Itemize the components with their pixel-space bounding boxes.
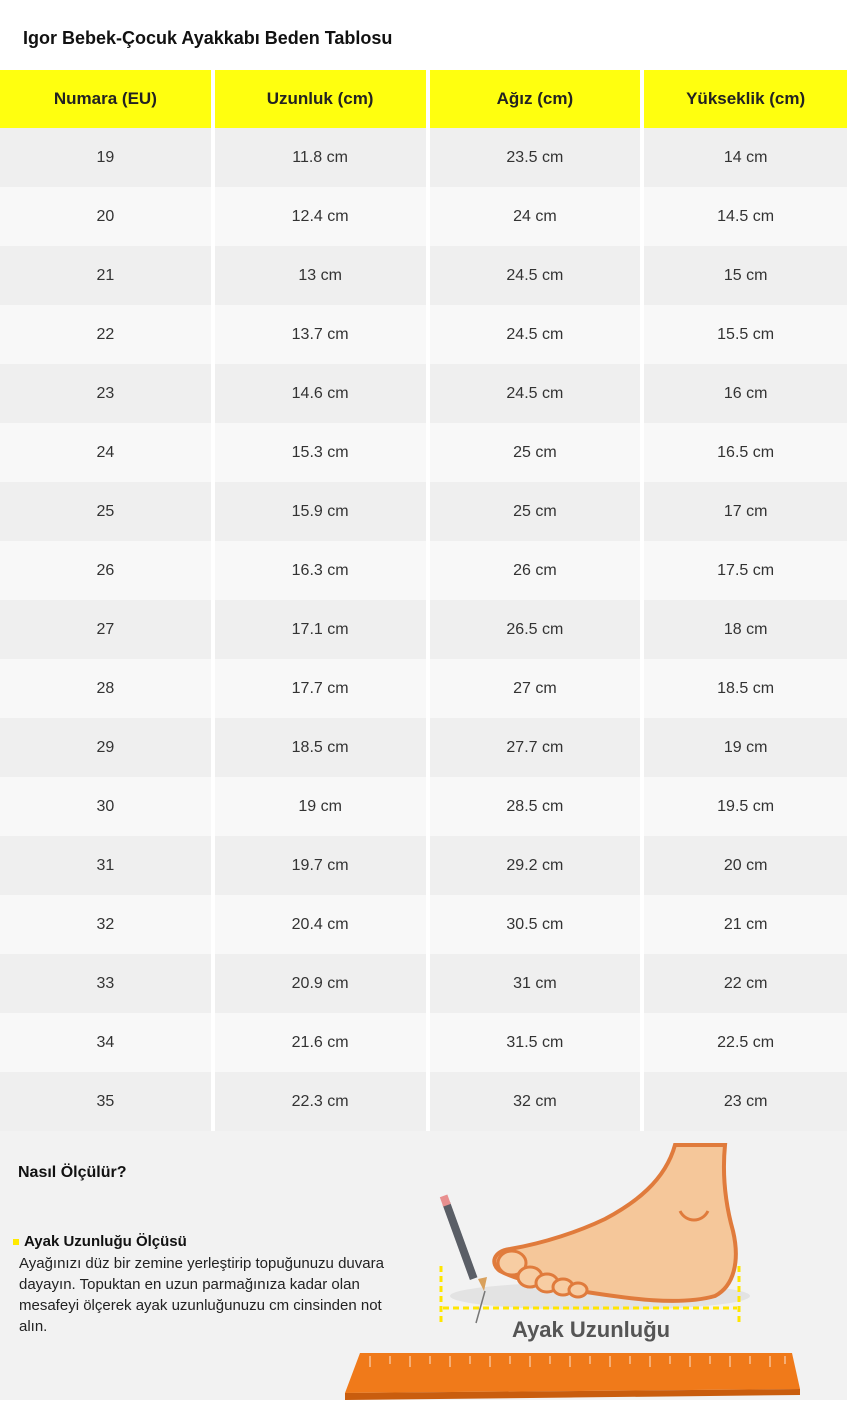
how-to-measure-title: Nasıl Ölçülür?	[18, 1164, 127, 1181]
cell-size-eu: 28	[0, 659, 211, 718]
cell-opening: 32 cm	[430, 1072, 641, 1131]
cell-length: 21.6 cm	[215, 1013, 426, 1072]
cell-height: 19 cm	[644, 718, 847, 777]
cell-length: 17.7 cm	[215, 659, 426, 718]
table-row	[0, 895, 847, 954]
cell-height: 22.5 cm	[644, 1013, 847, 1072]
cell-size-eu: 20	[0, 187, 211, 246]
cell-size-eu: 32	[0, 895, 211, 954]
cell-length: 20.9 cm	[215, 954, 426, 1013]
cell-size-eu: 30	[0, 777, 211, 836]
cell-opening: 24.5 cm	[430, 305, 641, 364]
how-to-measure-section	[0, 1131, 847, 1400]
table-row	[0, 1013, 847, 1072]
cell-opening: 28.5 cm	[430, 777, 641, 836]
cell-opening: 25 cm	[430, 423, 641, 482]
cell-size-eu: 24	[0, 423, 211, 482]
cell-length: 20.4 cm	[215, 895, 426, 954]
table-row	[0, 364, 847, 423]
header-opening: Ağız (cm)	[430, 70, 641, 128]
table-row	[0, 777, 847, 836]
table-row	[0, 187, 847, 246]
cell-length: 13.7 cm	[215, 305, 426, 364]
cell-size-eu: 23	[0, 364, 211, 423]
cell-height: 14.5 cm	[644, 187, 847, 246]
table-row	[0, 1072, 847, 1131]
foot-length-heading-text: Ayak Uzunluğu Ölçüsü	[24, 1233, 187, 1250]
cell-length: 14.6 cm	[215, 364, 426, 423]
cell-height: 16.5 cm	[644, 423, 847, 482]
cell-opening: 24.5 cm	[430, 246, 641, 305]
cell-length: 19 cm	[215, 777, 426, 836]
cell-length: 16.3 cm	[215, 541, 426, 600]
cell-length: 15.3 cm	[215, 423, 426, 482]
table-row	[0, 246, 847, 305]
ruler-icon	[345, 1353, 800, 1400]
cell-size-eu: 26	[0, 541, 211, 600]
foot-ruler-svg	[330, 1131, 847, 1400]
table-row	[0, 659, 847, 718]
cell-opening: 27 cm	[430, 659, 641, 718]
cell-height: 15.5 cm	[644, 305, 847, 364]
cell-height: 22 cm	[644, 954, 847, 1013]
cell-height: 15 cm	[644, 246, 847, 305]
cell-opening: 23.5 cm	[430, 128, 641, 187]
table-row	[0, 541, 847, 600]
cell-length: 15.9 cm	[215, 482, 426, 541]
cell-height: 19.5 cm	[644, 777, 847, 836]
cell-height: 17.5 cm	[644, 541, 847, 600]
cell-size-eu: 31	[0, 836, 211, 895]
header-height: Yükseklik (cm)	[644, 70, 847, 128]
table-row	[0, 482, 847, 541]
cell-opening: 27.7 cm	[430, 718, 641, 777]
table-body	[0, 128, 847, 1131]
cell-length: 19.7 cm	[215, 836, 426, 895]
cell-height: 17 cm	[644, 482, 847, 541]
cell-opening: 25 cm	[430, 482, 641, 541]
table-row	[0, 954, 847, 1013]
table-row	[0, 600, 847, 659]
header-size-eu: Numara (EU)	[0, 70, 211, 128]
table-row	[0, 836, 847, 895]
cell-size-eu: 35	[0, 1072, 211, 1131]
cell-size-eu: 21	[0, 246, 211, 305]
foot-length-heading	[13, 1233, 187, 1250]
cell-height: 21 cm	[644, 895, 847, 954]
page-title: Igor Bebek-Çocuk Ayakkabı Beden Tablosu	[23, 28, 393, 48]
cell-size-eu: 27	[0, 600, 211, 659]
cell-opening: 29.2 cm	[430, 836, 641, 895]
cell-size-eu: 29	[0, 718, 211, 777]
cell-size-eu: 34	[0, 1013, 211, 1072]
cell-opening: 30.5 cm	[430, 895, 641, 954]
cell-height: 20 cm	[644, 836, 847, 895]
cell-length: 22.3 cm	[215, 1072, 426, 1131]
cell-length: 11.8 cm	[215, 128, 426, 187]
table-row	[0, 128, 847, 187]
foot-length-label: Ayak Uzunluğu	[512, 1317, 671, 1342]
cell-size-eu: 25	[0, 482, 211, 541]
cell-opening: 24 cm	[430, 187, 641, 246]
table-row	[0, 423, 847, 482]
cell-length: 13 cm	[215, 246, 426, 305]
cell-opening: 26.5 cm	[430, 600, 641, 659]
cell-size-eu: 19	[0, 128, 211, 187]
cell-height: 14 cm	[644, 128, 847, 187]
foot-measure-illustration	[330, 1131, 847, 1400]
cell-opening: 31.5 cm	[430, 1013, 641, 1072]
cell-opening: 31 cm	[430, 954, 641, 1013]
table-row	[0, 305, 847, 364]
cell-length: 18.5 cm	[215, 718, 426, 777]
cell-height: 18.5 cm	[644, 659, 847, 718]
cell-size-eu: 22	[0, 305, 211, 364]
cell-height: 16 cm	[644, 364, 847, 423]
foot-length-instructions: Ayağınızı düz bir zemine yerleştirip topuğunuzu duvara dayayın. Topuktan en uzun parmağınıza kadar olan mesafeyi ölçerek ayak uzunluğunuzu cm cinsinden not alın.	[19, 1255, 384, 1335]
cell-length: 12.4 cm	[215, 187, 426, 246]
cell-height: 23 cm	[644, 1072, 847, 1131]
cell-opening: 26 cm	[430, 541, 641, 600]
table-row	[0, 718, 847, 777]
cell-size-eu: 33	[0, 954, 211, 1013]
cell-length: 17.1 cm	[215, 600, 426, 659]
size-table	[0, 70, 847, 1131]
cell-opening: 24.5 cm	[430, 364, 641, 423]
header-length: Uzunluk (cm)	[215, 70, 426, 128]
table-header-row	[0, 70, 847, 128]
bullet-icon	[13, 1239, 19, 1245]
cell-height: 18 cm	[644, 600, 847, 659]
